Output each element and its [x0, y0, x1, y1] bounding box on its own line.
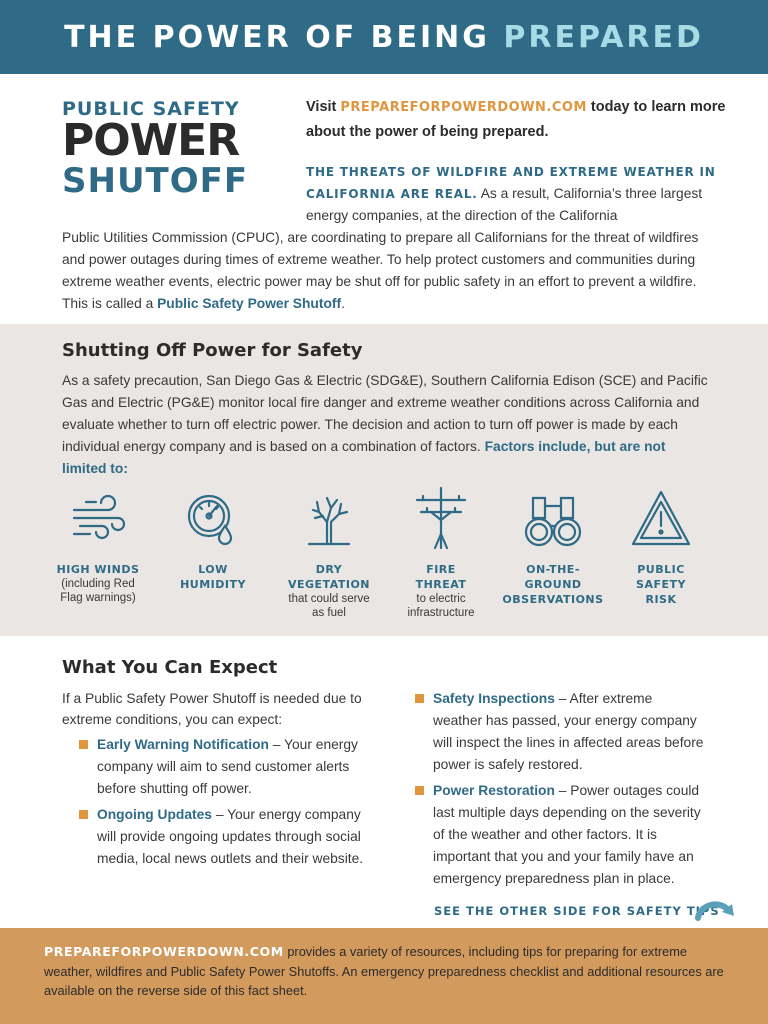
shutting-off-body	[62, 370, 712, 480]
humidity-gauge-icon	[181, 486, 245, 550]
expect-item-title: Safety Inspections	[433, 691, 555, 706]
footer-text	[44, 942, 734, 1001]
logo-line-2: POWER	[62, 115, 240, 166]
factor-title: HIGH WINDS	[56, 563, 140, 576]
expect-item-text: – Power outages could last multiple days depending on the severity of the weather and other factors. It is important that you and your family have an emergency preparedness plan in place.	[433, 783, 701, 886]
intro-text-b: Public Utilities Commission (CPUC), are coordinating to prepare all Californians for the threat of wildfires and power outages during times of extreme weather. To help protect customers and communities during extreme weather events, electric power may be shut off for public safety in an effort to prevent a wildfire. This is called a	[62, 230, 699, 311]
expect-intro: If a Public Safety Power Shutoff is needed due to extreme conditions, you can expect:	[62, 691, 362, 727]
factor-on-the-ground	[493, 486, 613, 607]
intro-paragraph-rest	[62, 227, 722, 315]
factor-title: LOW HUMIDITY	[180, 563, 246, 591]
see-other-side: SEE THE OTHER SIDE FOR SAFETY TIPS	[434, 904, 720, 918]
expect-item-title: Early Warning Notification	[97, 737, 269, 752]
visit-prefix: Visit	[306, 99, 337, 115]
warning-icon	[629, 486, 693, 550]
footer-body: provides a variety of resources, including tips for preparing for extreme weather, wildfires and Public Safety Power Shutoffs. An emergency preparedness checklist and additional resources are available on the reverse side of this fact sheet.	[44, 944, 724, 998]
factor-subtitle: that could serve as fuel	[288, 593, 370, 619]
expect-item-text: – Your energy company will aim to send customer alerts before shutting off power.	[97, 737, 358, 796]
expect-item	[415, 688, 705, 776]
factor-fire-threat	[381, 486, 501, 620]
expect-item-text: – Your energy company will provide ongoing updates through social media, local news outlets and their website.	[97, 807, 364, 866]
intro-lead: THE THREATS OF WILDFIRE AND EXTREME WEATHER IN CALIFORNIA ARE REAL.	[306, 165, 716, 201]
factor-subtitle: (including Red Flag warnings)	[60, 578, 136, 604]
shutting-off-title: Shutting Off Power for Safety	[62, 340, 363, 361]
visit-suffix: today to learn more about the power of being prepared.	[306, 99, 726, 140]
intro-paragraph-start	[306, 161, 716, 227]
pspss-logo	[62, 98, 267, 199]
intro-text-a: As a result, California’s three largest energy companies, at the direction of the California	[306, 186, 703, 223]
factor-title: FIRE THREAT	[415, 563, 467, 591]
factor-title: ON-THE- GROUND OBSERVATIONS	[502, 563, 604, 606]
curved-arrow-icon	[694, 896, 738, 924]
visit-callout	[306, 95, 726, 144]
factor-high-winds	[38, 486, 158, 605]
factor-low-humidity	[153, 486, 273, 592]
factor-title: PUBLIC SAFETY RISK	[636, 563, 686, 606]
factor-dry-vegetation	[269, 486, 389, 620]
expect-item-title: Ongoing Updates	[97, 807, 212, 822]
bullet-square-icon	[415, 786, 424, 795]
factor-public-safety	[601, 486, 721, 607]
bullet-square-icon	[415, 694, 424, 703]
intro-end: .	[341, 296, 345, 311]
banner-title	[64, 20, 704, 55]
pspss-link[interactable]: Public Safety Power Shutoff	[157, 296, 342, 311]
expect-item	[79, 734, 369, 800]
wind-icon	[66, 486, 130, 550]
expect-item	[79, 804, 369, 870]
factors-lead: Factors include, but are not limited to:	[62, 439, 666, 476]
bullet-square-icon	[79, 740, 88, 749]
expect-item-text: – After extreme weather has passed, your energy company will inspect the lines in affected areas before power is safely restored.	[433, 691, 704, 772]
visit-url-link[interactable]: PREPAREFORPOWERDOWN.COM	[340, 100, 587, 115]
factor-title: DRY VEGETATION	[287, 563, 371, 591]
expect-item	[415, 780, 705, 890]
banner-title-part2: PREPARED	[503, 19, 704, 55]
expect-item-title: Power Restoration	[433, 783, 555, 798]
banner-title-part1: THE POWER OF BEING	[64, 19, 490, 55]
logo-line-3: SHUTOFF	[62, 161, 249, 201]
page-banner	[0, 0, 768, 74]
footer-url-link[interactable]: PREPAREFORPOWERDOWN.COM	[44, 944, 284, 959]
binoculars-icon	[521, 486, 585, 550]
shutting-body-text: As a safety precaution, San Diego Gas & Electric (SDG&E), Southern California Edison (SCE) and Pacific Gas and Electric (PG&E) monitor local fire danger and extreme weather conditions across California and evaluate whether to turn off electric power. The decision and action to turn off power is made by each individual energy company and is based on a combination of factors.	[62, 373, 708, 454]
dry-tree-icon	[297, 486, 361, 550]
logo-line-1: PUBLIC SAFETY	[62, 98, 240, 120]
bullet-square-icon	[79, 810, 88, 819]
expect-title: What You Can Expect	[62, 657, 278, 678]
factor-subtitle: to electric infrastructure	[407, 593, 475, 619]
power-pole-icon	[409, 486, 473, 550]
